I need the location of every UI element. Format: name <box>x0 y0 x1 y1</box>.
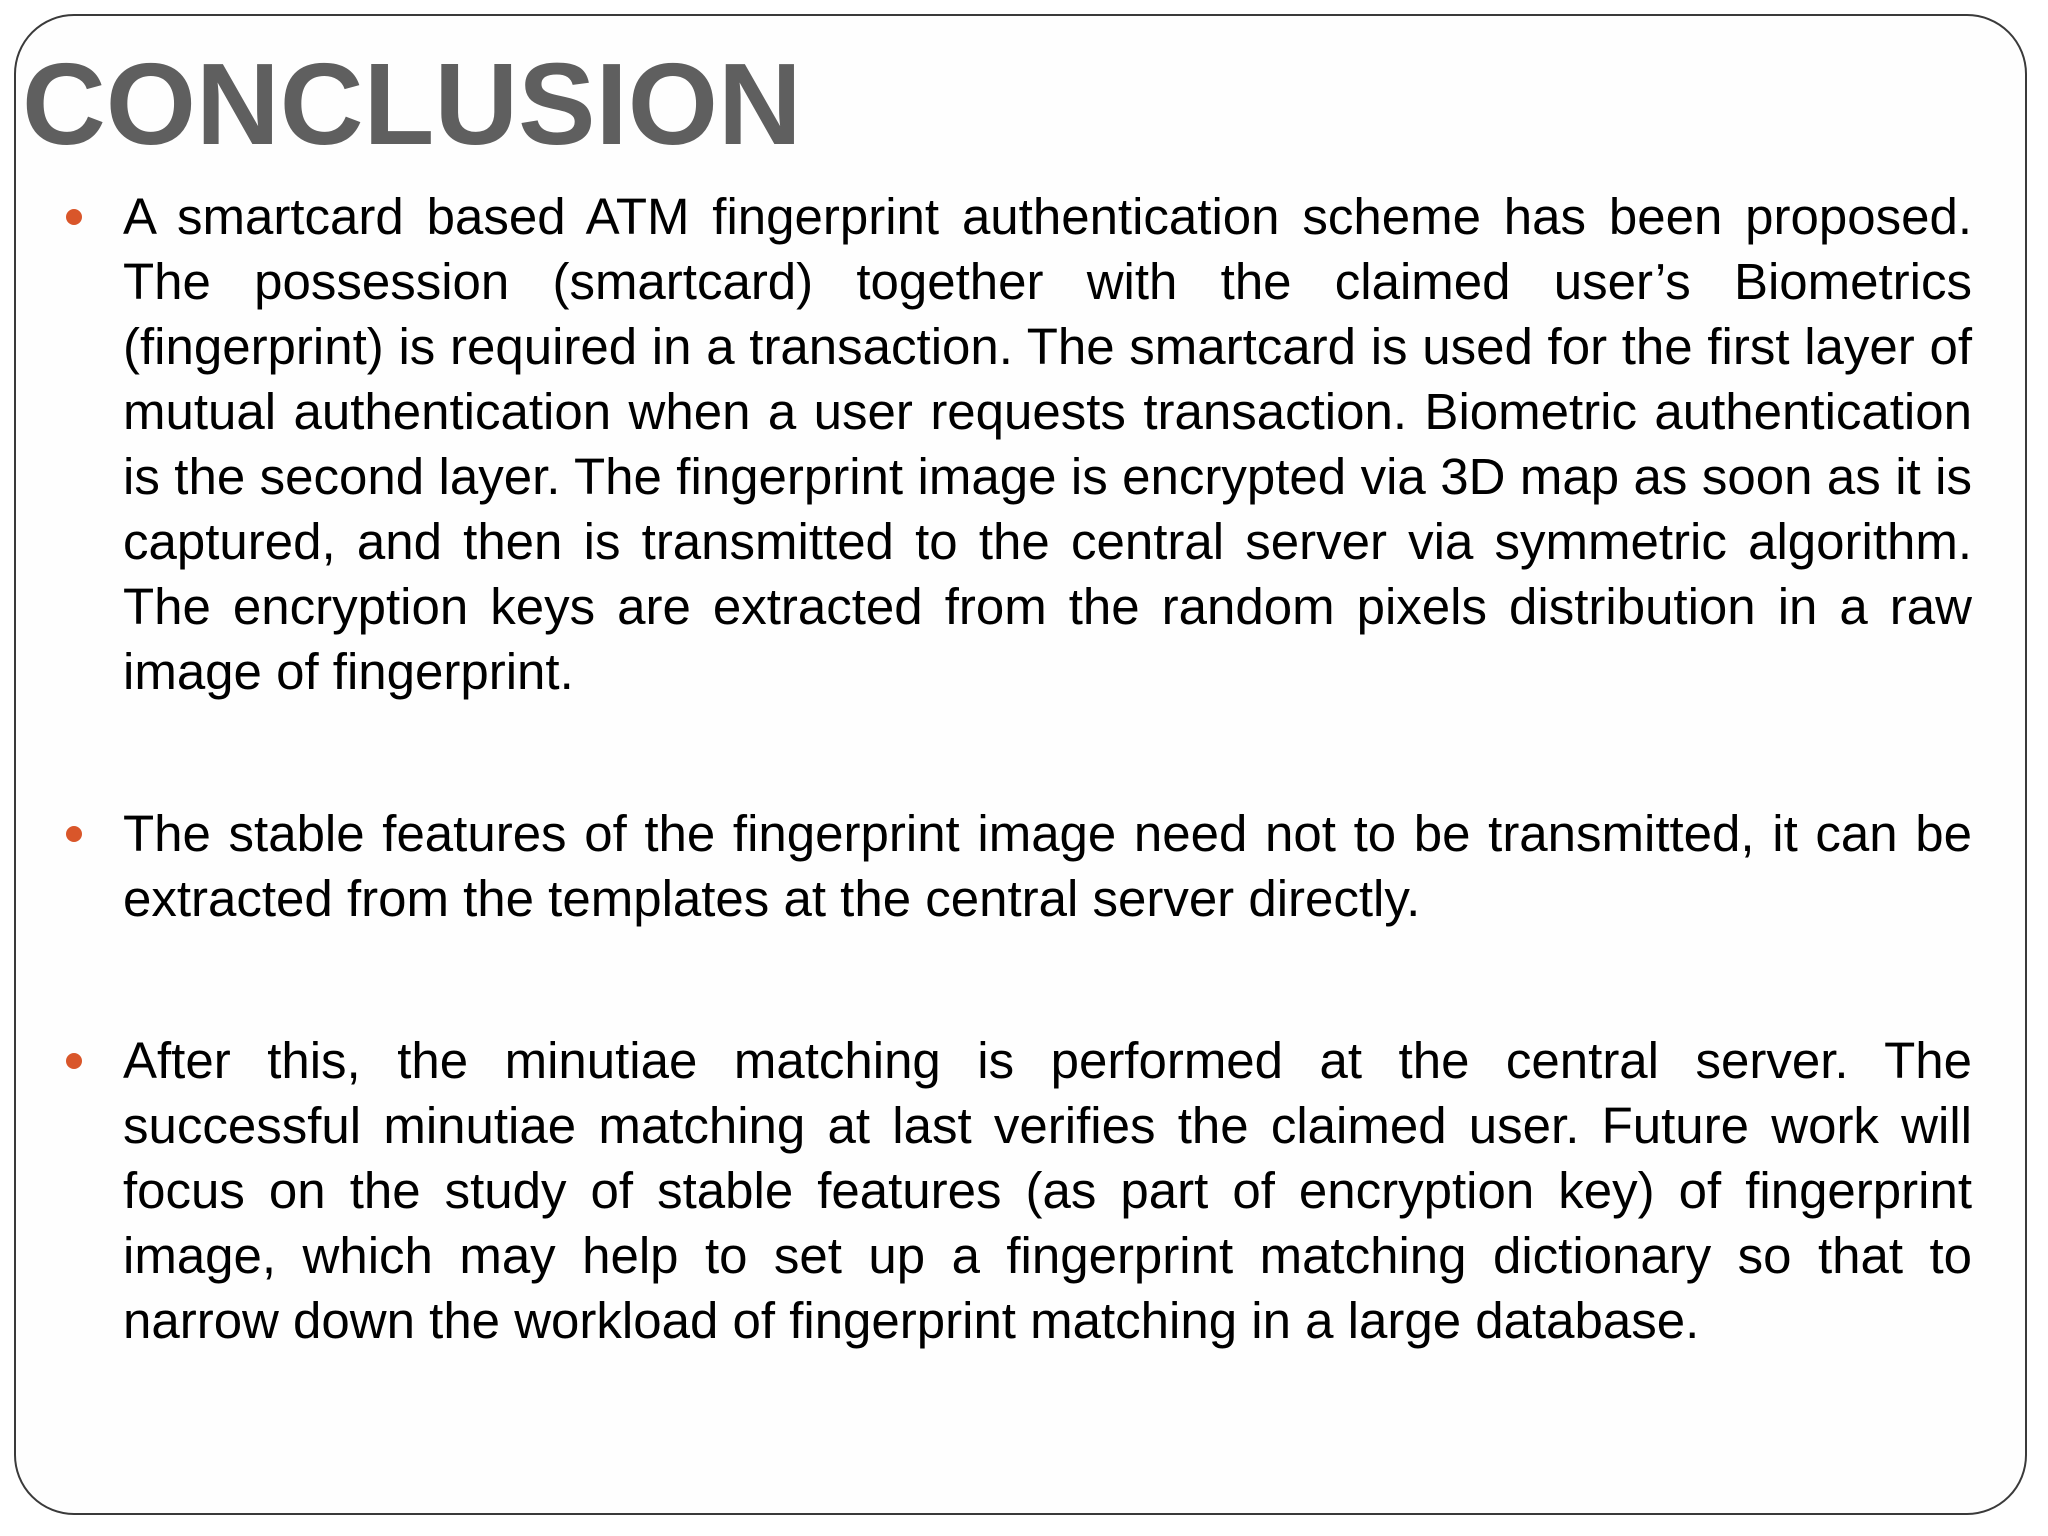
bullet-item-2 <box>56 801 1972 931</box>
bullet-item-1 <box>56 184 1972 704</box>
bullet-dot-icon <box>66 1053 82 1069</box>
bullet-text: After this, the minutiae matching is performed at the central server. The successful minutiae matching at last verifies the claimed user. Future work will focus on the study of stable features (as part of encryption key) of fingerprint image, which may help to set up a fingerprint matching dictionary so that to narrow down the workload of fingerprint matching in a large database. <box>123 1032 1972 1349</box>
bullet-item-3 <box>56 1028 1972 1353</box>
bullet-list <box>56 184 1972 1353</box>
bullet-dot-icon <box>66 209 82 225</box>
bullet-text: The stable features of the fingerprint image need not to be transmitted, it can be extracted from the templates at the central server directly. <box>123 805 1972 927</box>
slide-title: CONCLUSION <box>22 39 802 169</box>
bullet-text: A smartcard based ATM fingerprint authentication scheme has been proposed. The possession (smartcard) together with the claimed user’s Biometrics (fingerprint) is required in a transaction. The smartcard is used for the first layer of mutual authentication when a user requests transaction. Biometric authentication is the second layer. The fingerprint image is encrypted via 3D map as soon as it is captured, and then is transmitted to the central server via symmetric algorithm. The encryption keys are extracted from the random pixels distribution in a raw image of fingerprint. <box>123 188 1972 700</box>
bullet-dot-icon <box>66 826 82 842</box>
